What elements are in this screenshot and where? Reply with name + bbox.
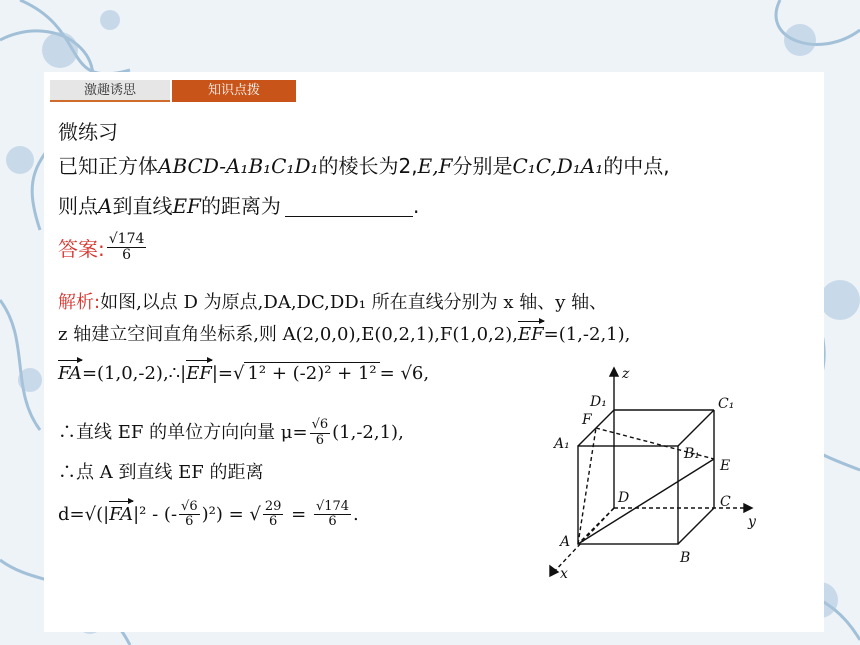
answer-denominator: 6 xyxy=(122,247,132,264)
label-c: C xyxy=(720,494,731,510)
label-c1: C₁ xyxy=(718,396,735,412)
answer-fraction xyxy=(107,232,147,264)
solution-text-2: z 轴建立空间直角坐标系,则 A(2,0,0),E(0,2,1),F(1,0,2), xyxy=(58,324,518,345)
dist-frac-2 xyxy=(263,500,284,530)
answer-label: 答案: xyxy=(58,237,105,262)
section-title: 微练习 xyxy=(58,120,118,144)
q1-mid: 的棱长为2, xyxy=(318,154,418,178)
label-y: y xyxy=(748,514,756,530)
solution-line-1 xyxy=(58,288,607,314)
solution-line-5 xyxy=(58,458,264,484)
label-a: A xyxy=(560,534,571,550)
solution-text-4: ∴直线 EF 的单位方向向量 μ= xyxy=(58,422,308,443)
tab-bar xyxy=(50,80,296,102)
solution-text-4-end: (1,-2,1), xyxy=(332,422,404,443)
q1-ef: E,F xyxy=(417,154,453,178)
solution-line-2 xyxy=(58,320,630,346)
solution-line-6: d=√(|FA|² - (- $\frac{√6}{6}$ )²) = √ $\frac{29}{6}$ = $\frac{√174}{6}$ . xyxy=(58,499,359,530)
label-x: x xyxy=(560,566,568,580)
solution-line-4 xyxy=(58,418,404,448)
q2-a: A xyxy=(98,194,113,218)
solution-text-6a: d= xyxy=(58,503,85,525)
label-z: z xyxy=(622,366,630,382)
q2-ef: EF xyxy=(172,194,201,218)
q1-end: 的中点, xyxy=(603,154,670,178)
solution-line-3 xyxy=(58,362,429,384)
unit-frac-den: 6 xyxy=(315,432,324,448)
vector-fa: FA xyxy=(58,363,82,384)
dist-frac-1-num: √6 xyxy=(181,499,198,514)
dist-frac-2-num: 29 xyxy=(264,499,282,514)
dist-frac-3-num: √174 xyxy=(315,499,350,514)
edge-bc xyxy=(678,508,714,544)
vector-ef-2: EF xyxy=(186,363,212,384)
edge-c1b1 xyxy=(678,410,714,446)
answer-row xyxy=(58,232,148,264)
label-a1: A₁ xyxy=(554,436,570,452)
solution-label: 解析: xyxy=(58,292,101,313)
tab-motivation[interactable]: 激趣诱思 xyxy=(50,80,170,102)
answer-numerator: √174 xyxy=(108,231,145,247)
q1-pts: C₁C,D₁A₁ xyxy=(512,154,604,178)
cube-svg xyxy=(548,366,764,580)
label-f: F xyxy=(582,412,592,428)
solution-text-3c: = √6, xyxy=(379,363,430,384)
q1-pre: 已知正方体 xyxy=(58,154,158,178)
solution-text-6-end: . xyxy=(353,503,359,525)
cube-figure xyxy=(548,366,764,580)
solution-text-2-end: =(1,-2,1), xyxy=(543,324,631,345)
radicand: 1² + (-2)² + 1² xyxy=(244,362,379,384)
q1-mid2: 分别是 xyxy=(452,154,513,178)
q2-pre: 则点 xyxy=(58,194,98,218)
question-line-2 xyxy=(58,190,419,219)
dist-frac-2-den: 6 xyxy=(268,514,278,530)
q2-mid: 到直线 xyxy=(112,194,173,218)
sqrt-symbol: √ xyxy=(232,363,245,384)
vector-fa-2: FA xyxy=(109,503,134,525)
x-arrow xyxy=(550,566,558,576)
segment-ae xyxy=(578,459,714,544)
label-d1: D₁ xyxy=(590,394,607,410)
label-b1: B₁ xyxy=(684,446,700,462)
solution-text-3a: =(1,0,-2),∴| xyxy=(81,363,187,384)
dist-frac-3 xyxy=(314,500,351,530)
dist-frac-1 xyxy=(179,500,200,530)
vector-ef: EF xyxy=(517,324,544,345)
q2-period: . xyxy=(412,194,420,218)
solution-text-5: ∴点 A 到直线 EF 的距离 xyxy=(58,462,264,483)
q2-end: 的距离为 xyxy=(200,194,281,218)
y-arrow xyxy=(744,504,752,512)
label-d: D xyxy=(618,490,630,506)
q1-cube: ABCD-A₁B₁C₁D₁ xyxy=(158,154,319,178)
dist-frac-3-den: 6 xyxy=(328,514,337,530)
solution-text-3b: |= xyxy=(211,363,233,384)
unit-frac xyxy=(310,418,331,448)
label-e: E xyxy=(720,458,731,474)
tab-knowledge-points[interactable]: 知识点拨 xyxy=(172,80,296,102)
solution-text-1: 如图,以点 D 为原点,DA,DC,DD₁ 所在直线分别为 x 轴、y 轴、 xyxy=(100,292,608,313)
label-b: B xyxy=(680,550,691,566)
answer-blank xyxy=(285,198,413,217)
question-line-1 xyxy=(58,150,670,179)
z-arrow xyxy=(610,368,618,376)
unit-frac-num: √6 xyxy=(311,417,329,433)
dist-frac-1-den: 6 xyxy=(185,514,194,530)
